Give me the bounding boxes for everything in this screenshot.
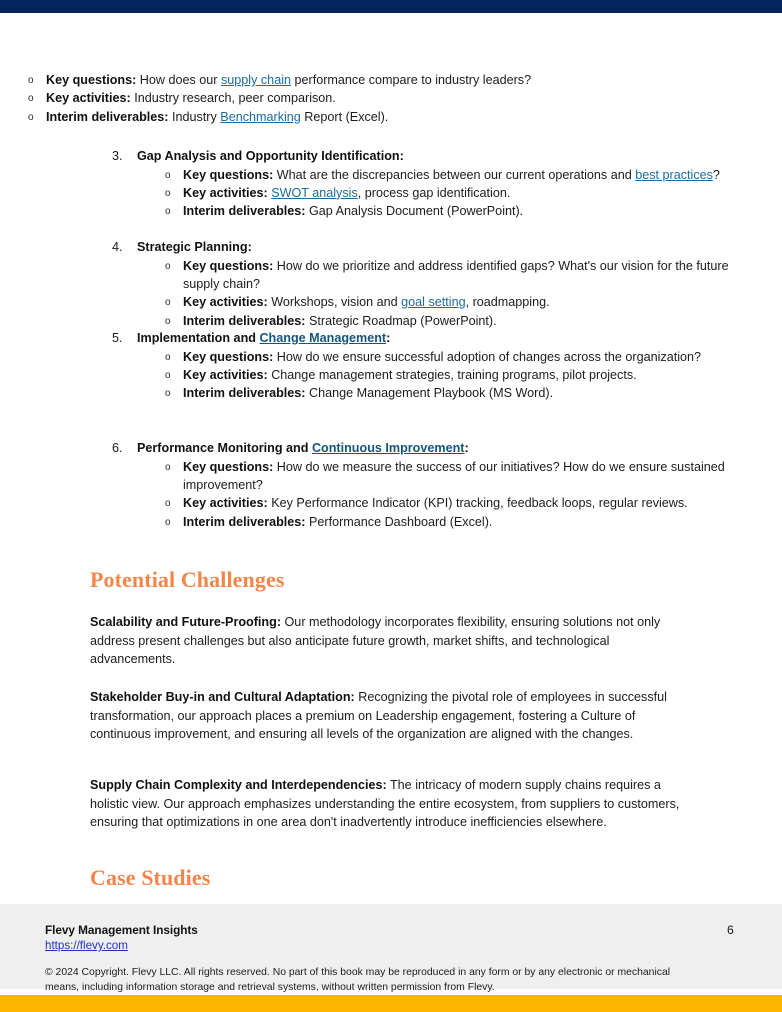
- inline-link-swot-analysis[interactable]: SWOT analysis: [271, 185, 358, 200]
- bottom-accent-bar: [0, 995, 782, 1012]
- sublist-continued: [0, 71, 782, 126]
- footer-title: Flevy Management Insights: [45, 923, 198, 937]
- sub-label: Key activities:: [183, 185, 268, 200]
- sub-text-1: How does our: [136, 73, 221, 87]
- list-item: [0, 439, 782, 531]
- inline-link-supply-chain[interactable]: supply chain: [220, 73, 291, 87]
- inline-link-benchmarking[interactable]: Benchmarking: [220, 109, 301, 124]
- sub-text-1: What are the discrepancies between our current operations and: [273, 167, 636, 182]
- inline-link-change-management[interactable]: Change Management: [259, 331, 387, 345]
- sub-label: Interim deliverables:: [46, 109, 169, 124]
- sub-label: Key activities:: [183, 367, 268, 382]
- circle-bullet-icon: o: [165, 369, 171, 381]
- paragraph-scalability: [90, 613, 686, 669]
- list-item: [137, 348, 731, 366]
- list-number: 4.: [112, 240, 123, 254]
- list-item: [0, 238, 782, 330]
- sub-text-1: How do we measure the success of our initiatives? How do we ensure sustained improvement?: [183, 459, 725, 492]
- list-item: [137, 293, 782, 311]
- circle-bullet-icon: o: [165, 516, 171, 528]
- numbered-item-6: [0, 439, 782, 531]
- sub-label: Interim deliverables:: [183, 204, 306, 219]
- circle-bullet-icon: o: [165, 461, 171, 473]
- sublist: [137, 166, 782, 221]
- circle-bullet-icon: o: [165, 315, 171, 327]
- page-number: 6: [727, 923, 734, 937]
- paragraph-lead: Supply Chain Complexity and Interdependencies:: [90, 778, 387, 792]
- list-item-title-suffix: :: [464, 441, 469, 455]
- list-item-title: Implementation and: [137, 331, 260, 345]
- paragraph-lead: Scalability and Future-Proofing:: [90, 615, 282, 629]
- sub-text-2: ?: [712, 167, 720, 182]
- numbered-item-3: [0, 147, 782, 221]
- numbered-item-5: [0, 329, 782, 403]
- list-item: [0, 89, 782, 107]
- inline-link-continuous-improvement[interactable]: Continuous Improvement: [311, 441, 465, 455]
- top-accent-bar: [0, 0, 782, 13]
- circle-bullet-icon: o: [165, 260, 171, 272]
- circle-bullet-icon: o: [165, 297, 171, 309]
- paragraph-body: Our methodology incorporates flexibility, ensuring solutions not only address present challenges but also anticipate future growth, market shifts, and technological advancements.: [90, 615, 661, 667]
- footer-copyright: © 2024 Copyright. Flevy LLC. All rights reserved. No part of this book may be reproduced in any form or by any electronic or mechanical means, including information storage and retrieval systems, without written permission from Flevy.: [45, 967, 671, 994]
- list-item-title-suffix: :: [247, 240, 252, 254]
- list-number: 6.: [112, 441, 123, 455]
- list-item-title-suffix: :: [399, 149, 404, 163]
- paragraph-body: The intricacy of modern supply chains requires a holistic view. Our approach emphasizes understanding the entire ecosystem, from suppliers to customers, ensuring that optimizations in one area don't inadvertently introduce inefficiencies elsewhere.: [90, 778, 680, 830]
- sub-text-1: Industry: [168, 109, 221, 124]
- numbered-item-4: [0, 238, 782, 330]
- list-item-title: Gap Analysis and Opportunity Identification: [137, 149, 400, 163]
- sub-text-1: Key Performance Indicator (KPI) tracking, feedback loops, regular reviews.: [267, 496, 688, 511]
- list-item: [137, 166, 723, 184]
- sublist: [137, 257, 782, 331]
- list-item: [0, 329, 782, 403]
- sub-text-2: , roadmapping.: [465, 295, 550, 310]
- list-item-title: Performance Monitoring and: [137, 441, 312, 455]
- list-number: 5.: [112, 331, 123, 345]
- circle-bullet-icon: o: [165, 498, 171, 510]
- list-item-title: Strategic Planning: [137, 240, 248, 254]
- sub-text-1: Strategic Roadmap (PowerPoint).: [305, 313, 497, 328]
- list-item-title-suffix: :: [386, 331, 391, 345]
- sub-label: Key questions:: [46, 73, 137, 87]
- paragraph-body: Recognizing the pivotal role of employees in successful transformation, our approach places a premium on Leadership engagement, fostering a Culture of continuous improvement, and ensuring all levels of the organization are aligned with the changes.: [90, 690, 667, 742]
- page-footer: [0, 904, 782, 994]
- sub-label: Key questions:: [183, 167, 274, 182]
- circle-bullet-icon: o: [28, 93, 34, 105]
- sub-text-2: performance compare to industry leaders?: [291, 73, 532, 87]
- list-item: [137, 184, 782, 202]
- section-heading-potential-challenges: Potential Challenges: [90, 567, 285, 592]
- paragraph-supply-chain-complexity: [90, 776, 686, 832]
- inline-link-goal-setting[interactable]: goal setting: [401, 295, 466, 310]
- sub-label: Interim deliverables:: [183, 386, 306, 401]
- list-item: [137, 494, 749, 512]
- footer-url-link[interactable]: https://flevy.com: [45, 939, 128, 952]
- list-item: [137, 384, 782, 402]
- sublist: [137, 348, 782, 403]
- circle-bullet-icon: o: [165, 388, 171, 400]
- sub-label: Key questions:: [183, 459, 274, 474]
- sub-label: Key questions:: [183, 349, 274, 364]
- sub-text-1: Change management strategies, training programs, pilot projects.: [267, 367, 637, 382]
- paragraph-lead: Stakeholder Buy-in and Cultural Adaptation:: [90, 690, 355, 704]
- sub-label: Key activities:: [183, 496, 268, 511]
- circle-bullet-icon: o: [165, 187, 171, 199]
- circle-bullet-icon: o: [28, 75, 34, 86]
- inline-link-best-practices[interactable]: best practices: [635, 167, 713, 182]
- sub-text-1: Gap Analysis Document (PowerPoint).: [305, 204, 524, 219]
- sublist: [137, 458, 782, 532]
- sub-text-1: Industry research, peer comparison.: [130, 91, 336, 106]
- circle-bullet-icon: o: [165, 351, 171, 363]
- circle-bullet-icon: o: [165, 169, 171, 181]
- sub-text-2: Report (Excel).: [300, 109, 389, 124]
- list-item: [137, 513, 782, 531]
- list-item: [0, 147, 782, 221]
- sub-text-1: Change Management Playbook (MS Word).: [305, 386, 554, 401]
- sub-text-1: Performance Dashboard (Excel).: [305, 514, 493, 529]
- sub-text-2: , process gap identification.: [357, 185, 511, 200]
- circle-bullet-icon: o: [28, 111, 34, 123]
- list-item: [137, 366, 695, 384]
- sub-label: Key questions:: [183, 258, 274, 273]
- list-item: [137, 257, 735, 294]
- list-item: [137, 458, 739, 495]
- sub-label: Key activities:: [183, 295, 268, 310]
- sub-text-1: Workshops, vision and: [267, 295, 402, 310]
- section-heading-case-studies: Case Studies: [90, 865, 211, 890]
- list-item: [137, 312, 782, 330]
- circle-bullet-icon: o: [165, 206, 171, 218]
- sub-text-1: How do we prioritize and address identified gaps? What's our vision for the future supply chain?: [183, 258, 729, 291]
- list-item: [0, 71, 606, 89]
- list-item: [137, 202, 782, 220]
- sub-text-1: How do we ensure successful adoption of changes across the organization?: [273, 349, 702, 364]
- sub-label: Interim deliverables:: [183, 313, 306, 328]
- sub-label: Interim deliverables:: [183, 514, 306, 529]
- list-number: 3.: [112, 149, 123, 163]
- list-item: [0, 108, 782, 126]
- paragraph-stakeholder-buyin: [90, 688, 686, 744]
- sub-label: Key activities:: [46, 91, 131, 106]
